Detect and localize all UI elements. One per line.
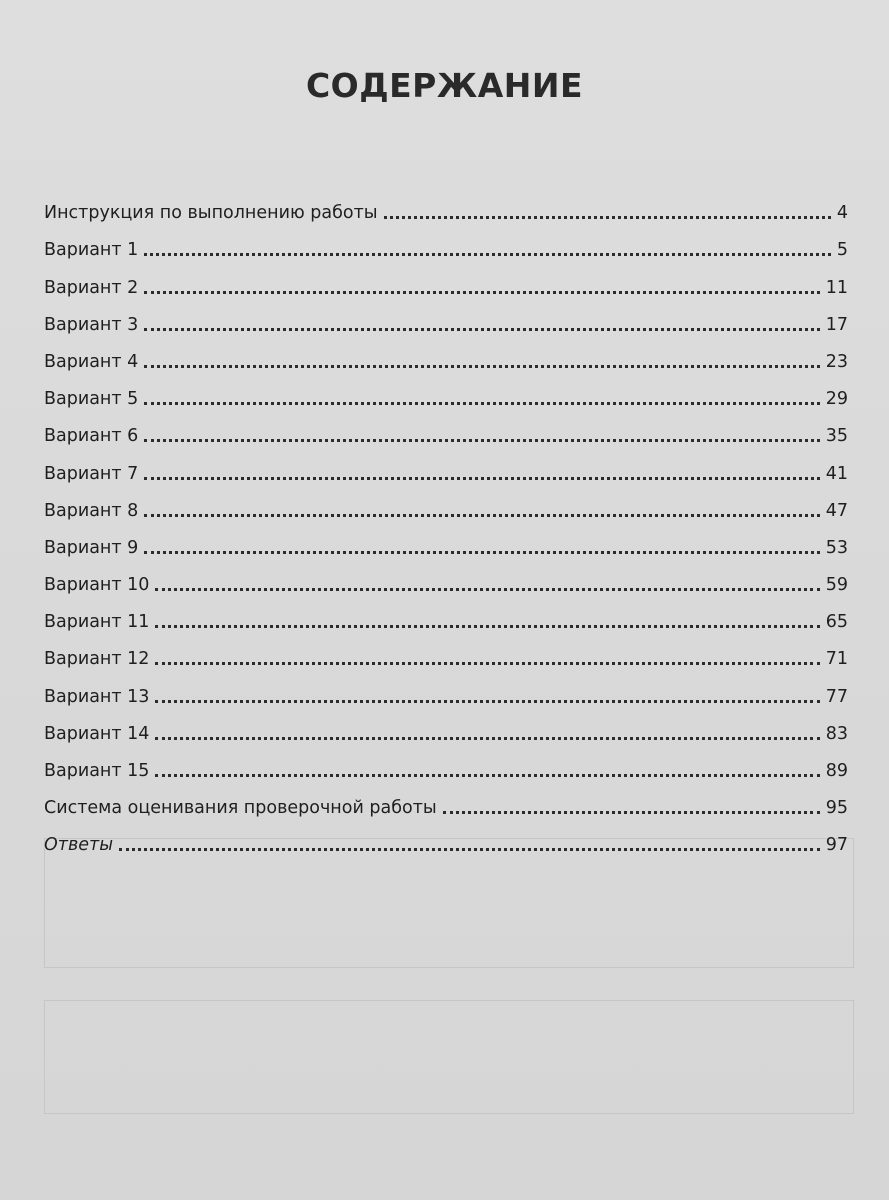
toc-entry-page-number: 47 <box>825 500 848 521</box>
toc-entry-page-number: 71 <box>825 649 848 670</box>
toc-entry-page-number: 89 <box>825 761 848 781</box>
toc-entry-label: Вариант 10 <box>44 575 150 596</box>
toc-entry <box>44 785 848 822</box>
toc-entry-label: Вариант 14 <box>44 723 150 744</box>
toc-entry <box>44 636 848 673</box>
toc-entry-page-number: 5 <box>836 240 848 261</box>
toc-dot-leader <box>155 774 819 777</box>
toc-entry-page-number: 17 <box>825 314 848 335</box>
toc-entry-page-number: 11 <box>825 277 848 298</box>
toc-dot-leader <box>144 439 819 442</box>
toc-entry-page-number: 35 <box>825 426 848 447</box>
toc-dot-leader <box>155 700 819 703</box>
toc-entry <box>44 339 848 376</box>
toc-entry-label: Вариант 15 <box>44 761 150 781</box>
toc-entry-label: Вариант 2 <box>44 277 139 298</box>
toc-dot-leader <box>144 291 819 294</box>
toc-entry <box>44 264 848 301</box>
toc-entry <box>44 227 848 264</box>
toc-dot-leader <box>144 253 831 256</box>
toc-entry <box>44 673 848 710</box>
toc-entry-page-number: 59 <box>825 575 848 596</box>
toc-entry-page-number: 4 <box>836 203 848 224</box>
toc-entry-label: Вариант 8 <box>44 500 139 521</box>
toc-entry-label: Вариант 3 <box>44 314 139 335</box>
toc-dot-leader <box>155 737 819 740</box>
toc-dot-leader <box>144 551 819 554</box>
toc-entry-page-number: 23 <box>825 351 848 372</box>
toc-entry <box>44 525 848 562</box>
toc-dot-leader <box>155 625 819 628</box>
toc-dot-leader <box>155 588 819 591</box>
toc-dot-leader <box>119 848 820 851</box>
toc-entry-page-number: 77 <box>825 686 848 707</box>
toc-entry-page-number: 83 <box>825 723 848 744</box>
toc-entry <box>44 376 848 413</box>
toc-entry-page-number: 65 <box>825 612 848 633</box>
toc-entry-label: Ответы <box>44 835 114 856</box>
toc-entry-page-number: 95 <box>825 798 848 819</box>
toc-entry-page-number: 53 <box>825 537 848 558</box>
toc-entry <box>44 562 848 599</box>
toc-dot-leader <box>155 662 819 665</box>
toc-entry <box>44 599 848 636</box>
toc-entry-label: Вариант 6 <box>44 426 139 447</box>
toc-entry-label: Вариант 11 <box>44 612 150 633</box>
toc-entry-label: Вариант 12 <box>44 649 150 670</box>
toc-dot-leader <box>144 514 819 517</box>
toc-dot-leader <box>384 216 831 219</box>
toc-entry <box>44 488 848 525</box>
bleed-through-table-bottom <box>44 1000 854 1114</box>
toc-entry-page-number: 29 <box>825 389 848 410</box>
toc-entry <box>44 190 848 227</box>
toc-dot-leader <box>144 477 819 480</box>
toc-entry-label: Инструкция по выполнению работы <box>44 203 378 224</box>
toc-entry-label: Вариант 5 <box>44 389 139 410</box>
table-of-contents <box>44 190 848 859</box>
toc-entry <box>44 302 848 339</box>
toc-dot-leader <box>144 402 819 405</box>
toc-entry-label: Вариант 4 <box>44 351 139 372</box>
toc-entry-label: Вариант 9 <box>44 537 139 558</box>
toc-entry-label: Система оценивания проверочной работы <box>44 798 437 819</box>
toc-entry <box>44 822 848 859</box>
toc-entry-label: Вариант 7 <box>44 463 139 484</box>
toc-entry-label: Вариант 13 <box>44 686 150 707</box>
toc-entry-page-number: 97 <box>825 835 848 856</box>
toc-entry-label: Вариант 1 <box>44 240 139 261</box>
toc-entry <box>44 748 848 785</box>
toc-entry-page-number: 41 <box>825 463 848 484</box>
toc-entry <box>44 711 848 748</box>
toc-dot-leader <box>144 365 819 368</box>
toc-dot-leader <box>144 328 819 331</box>
toc-entry <box>44 413 848 450</box>
page-title: СОДЕРЖАНИЕ <box>305 66 584 105</box>
toc-entry <box>44 450 848 487</box>
toc-dot-leader <box>443 811 820 814</box>
